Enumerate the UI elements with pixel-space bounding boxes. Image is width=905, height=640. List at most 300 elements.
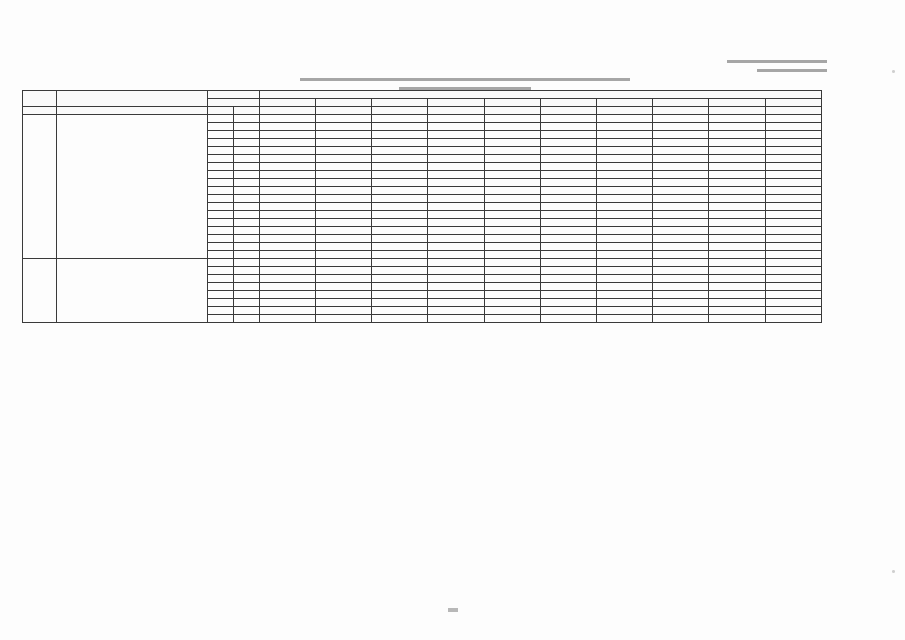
header-name — [57, 91, 208, 107]
amount-cell — [316, 267, 372, 275]
amount-cell — [597, 291, 653, 299]
amount-cell — [597, 115, 653, 123]
amount-cell — [428, 211, 484, 219]
amount-cell — [259, 251, 315, 259]
amount-cell — [653, 203, 709, 211]
header-column-number — [233, 107, 259, 115]
amount-cell — [597, 131, 653, 139]
header-year — [653, 99, 709, 107]
header-code-group — [207, 91, 259, 99]
amount-cell — [316, 307, 372, 315]
row-label — [207, 251, 233, 259]
punch-hole — [892, 570, 895, 573]
amount-cell — [709, 131, 765, 139]
header-year — [259, 99, 315, 107]
row-label — [207, 163, 233, 171]
amount-cell — [259, 187, 315, 195]
amount-cell — [316, 291, 372, 299]
header-column-number — [653, 107, 709, 115]
amount-cell — [540, 179, 596, 187]
amount-cell — [484, 147, 540, 155]
row-code — [233, 171, 259, 179]
amount-cell — [259, 171, 315, 179]
amount-cell — [653, 171, 709, 179]
header-column-number — [23, 107, 57, 115]
amount-cell — [259, 155, 315, 163]
amount-cell — [709, 315, 765, 323]
amount-cell — [316, 235, 372, 243]
amount-cell — [540, 291, 596, 299]
row-label — [207, 147, 233, 155]
amount-cell — [428, 115, 484, 123]
amount-cell — [709, 195, 765, 203]
amount-cell — [316, 219, 372, 227]
amount-cell — [428, 139, 484, 147]
row-code — [233, 267, 259, 275]
annex-line — [757, 69, 827, 72]
row-label — [207, 139, 233, 147]
amount-cell — [316, 211, 372, 219]
amount-cell — [428, 147, 484, 155]
amount-cell — [597, 187, 653, 195]
amount-cell — [709, 275, 765, 283]
header-amounts-group — [259, 91, 821, 99]
header-column-number — [316, 107, 372, 115]
amount-cell — [709, 219, 765, 227]
amount-cell — [259, 195, 315, 203]
row-label — [207, 267, 233, 275]
amount-cell — [484, 131, 540, 139]
amount-cell — [765, 123, 821, 131]
amount-cell — [765, 227, 821, 235]
amount-cell — [709, 259, 765, 267]
amount-cell — [372, 203, 428, 211]
row-label — [207, 275, 233, 283]
row-code — [233, 131, 259, 139]
amount-cell — [259, 291, 315, 299]
amount-cell — [765, 243, 821, 251]
amount-cell — [597, 163, 653, 171]
amount-cell — [372, 243, 428, 251]
row-label — [207, 179, 233, 187]
amount-cell — [597, 147, 653, 155]
amount-cell — [372, 155, 428, 163]
row-code — [233, 243, 259, 251]
amount-cell — [484, 187, 540, 195]
amount-cell — [765, 307, 821, 315]
amount-cell — [259, 267, 315, 275]
amount-cell — [259, 283, 315, 291]
amount-cell — [428, 275, 484, 283]
row-code — [233, 163, 259, 171]
amount-cell — [484, 235, 540, 243]
amount-cell — [484, 163, 540, 171]
amount-cell — [428, 307, 484, 315]
amount-cell — [765, 267, 821, 275]
amount-cell — [428, 283, 484, 291]
amount-cell — [709, 155, 765, 163]
amount-cell — [709, 235, 765, 243]
amount-cell — [259, 307, 315, 315]
amount-cell — [428, 219, 484, 227]
amount-cell — [709, 139, 765, 147]
amount-cell — [372, 275, 428, 283]
amount-cell — [484, 267, 540, 275]
amount-cell — [597, 155, 653, 163]
amount-cell — [372, 299, 428, 307]
amount-cell — [484, 171, 540, 179]
amount-cell — [765, 275, 821, 283]
amount-cell — [653, 291, 709, 299]
amount-cell — [316, 251, 372, 259]
amount-cell — [372, 171, 428, 179]
amount-cell — [316, 203, 372, 211]
row-code — [233, 155, 259, 163]
amount-cell — [540, 115, 596, 123]
amount-cell — [484, 291, 540, 299]
row-code — [233, 139, 259, 147]
row-code — [233, 211, 259, 219]
amount-cell — [540, 171, 596, 179]
row-label — [207, 307, 233, 315]
amount-cell — [259, 219, 315, 227]
amount-cell — [316, 243, 372, 251]
amount-cell — [316, 259, 372, 267]
row-code — [233, 179, 259, 187]
header-code — [207, 99, 259, 107]
amount-cell — [540, 163, 596, 171]
header-column-number — [372, 107, 428, 115]
amount-cell — [540, 251, 596, 259]
amount-cell — [597, 267, 653, 275]
amount-cell — [597, 243, 653, 251]
row-code — [233, 259, 259, 267]
amount-cell — [709, 227, 765, 235]
row-label — [207, 123, 233, 131]
row-code — [233, 275, 259, 283]
amount-cell — [316, 275, 372, 283]
amount-cell — [765, 235, 821, 243]
row-code — [233, 251, 259, 259]
amount-cell — [540, 307, 596, 315]
row-code — [233, 291, 259, 299]
amount-cell — [428, 259, 484, 267]
amount-cell — [765, 187, 821, 195]
amount-cell — [540, 187, 596, 195]
row-label — [207, 187, 233, 195]
block-index — [23, 115, 57, 259]
amount-cell — [653, 115, 709, 123]
amount-cell — [653, 267, 709, 275]
amount-cell — [372, 179, 428, 187]
row-label — [207, 243, 233, 251]
amount-cell — [259, 131, 315, 139]
amount-cell — [259, 227, 315, 235]
row-code — [233, 307, 259, 315]
amount-cell — [709, 283, 765, 291]
header-index — [23, 91, 57, 107]
amount-cell — [709, 187, 765, 195]
amount-cell — [428, 227, 484, 235]
row-label — [207, 291, 233, 299]
amount-cell — [765, 171, 821, 179]
amount-cell — [597, 235, 653, 243]
amount-cell — [372, 307, 428, 315]
amount-cell — [597, 171, 653, 179]
amount-cell — [372, 195, 428, 203]
amount-cell — [484, 283, 540, 291]
amount-cell — [540, 275, 596, 283]
amount-cell — [259, 139, 315, 147]
amount-cell — [765, 211, 821, 219]
row-code — [233, 219, 259, 227]
amount-cell — [709, 179, 765, 187]
amount-cell — [653, 211, 709, 219]
amount-cell — [540, 243, 596, 251]
amount-cell — [653, 251, 709, 259]
amount-cell — [540, 131, 596, 139]
amount-cell — [765, 131, 821, 139]
amount-cell — [372, 147, 428, 155]
amount-cell — [653, 155, 709, 163]
amount-cell — [709, 299, 765, 307]
header-column-number — [484, 107, 540, 115]
header-column-number — [709, 107, 765, 115]
amount-cell — [597, 283, 653, 291]
amount-cell — [428, 315, 484, 323]
amount-cell — [484, 243, 540, 251]
amount-cell — [316, 195, 372, 203]
amount-cell — [259, 115, 315, 123]
amount-cell — [540, 227, 596, 235]
row-label — [207, 299, 233, 307]
amount-cell — [428, 203, 484, 211]
amount-cell — [316, 171, 372, 179]
amount-cell — [316, 299, 372, 307]
amount-cell — [372, 227, 428, 235]
amount-cell — [484, 259, 540, 267]
title-line — [300, 78, 630, 81]
amount-cell — [484, 315, 540, 323]
amount-cell — [653, 139, 709, 147]
amount-cell — [540, 219, 596, 227]
amount-cell — [709, 171, 765, 179]
amount-cell — [653, 123, 709, 131]
amount-cell — [765, 299, 821, 307]
header-year — [597, 99, 653, 107]
amount-cell — [709, 147, 765, 155]
amount-cell — [372, 131, 428, 139]
amount-cell — [372, 139, 428, 147]
amount-cell — [597, 211, 653, 219]
amount-cell — [316, 123, 372, 131]
row-code — [233, 203, 259, 211]
amount-cell — [540, 203, 596, 211]
header-column-number — [57, 107, 208, 115]
row-code — [233, 299, 259, 307]
amount-cell — [597, 123, 653, 131]
amount-cell — [372, 115, 428, 123]
amount-cell — [597, 251, 653, 259]
amount-cell — [765, 283, 821, 291]
amount-cell — [653, 275, 709, 283]
amount-cell — [653, 131, 709, 139]
amount-cell — [540, 123, 596, 131]
row-code — [233, 283, 259, 291]
header-year — [372, 99, 428, 107]
amount-cell — [316, 115, 372, 123]
header-year — [316, 99, 372, 107]
row-label — [207, 227, 233, 235]
amount-cell — [765, 219, 821, 227]
amount-cell — [484, 251, 540, 259]
amount-cell — [709, 203, 765, 211]
amount-cell — [428, 171, 484, 179]
header-year — [484, 99, 540, 107]
amount-cell — [709, 211, 765, 219]
financing-table — [22, 90, 822, 323]
row-code — [233, 227, 259, 235]
amount-cell — [428, 179, 484, 187]
annex-note — [727, 60, 827, 78]
amount-cell — [653, 307, 709, 315]
amount-cell — [540, 259, 596, 267]
amount-cell — [372, 219, 428, 227]
amount-cell — [372, 267, 428, 275]
amount-cell — [653, 235, 709, 243]
amount-cell — [428, 243, 484, 251]
row-label — [207, 131, 233, 139]
amount-cell — [597, 203, 653, 211]
amount-cell — [709, 307, 765, 315]
amount-cell — [428, 291, 484, 299]
block-name — [57, 115, 208, 259]
amount-cell — [316, 163, 372, 171]
block-name — [57, 259, 208, 323]
amount-cell — [765, 291, 821, 299]
amount-cell — [653, 179, 709, 187]
row-label — [207, 259, 233, 267]
amount-cell — [484, 179, 540, 187]
amount-cell — [765, 155, 821, 163]
amount-cell — [372, 291, 428, 299]
amount-cell — [709, 163, 765, 171]
amount-cell — [259, 235, 315, 243]
amount-cell — [765, 203, 821, 211]
amount-cell — [372, 123, 428, 131]
amount-cell — [316, 227, 372, 235]
row-label — [207, 115, 233, 123]
header-year — [540, 99, 596, 107]
amount-cell — [484, 307, 540, 315]
row-label — [207, 203, 233, 211]
amount-cell — [372, 211, 428, 219]
table-row — [23, 115, 822, 123]
row-code — [233, 115, 259, 123]
amount-cell — [765, 163, 821, 171]
row-code — [233, 187, 259, 195]
amount-cell — [484, 155, 540, 163]
amount-cell — [597, 315, 653, 323]
amount-cell — [484, 115, 540, 123]
annex-line — [727, 60, 827, 63]
amount-cell — [709, 123, 765, 131]
amount-cell — [597, 275, 653, 283]
amount-cell — [259, 123, 315, 131]
amount-cell — [765, 195, 821, 203]
header-column-number — [259, 107, 315, 115]
amount-cell — [484, 275, 540, 283]
amount-cell — [653, 163, 709, 171]
amount-cell — [653, 187, 709, 195]
amount-cell — [765, 115, 821, 123]
amount-cell — [428, 251, 484, 259]
amount-cell — [484, 227, 540, 235]
row-label — [207, 211, 233, 219]
amount-cell — [428, 299, 484, 307]
amount-cell — [653, 219, 709, 227]
amount-cell — [653, 283, 709, 291]
amount-cell — [540, 235, 596, 243]
amount-cell — [316, 179, 372, 187]
amount-cell — [259, 275, 315, 283]
amount-cell — [372, 163, 428, 171]
header-column-number — [428, 107, 484, 115]
amount-cell — [653, 299, 709, 307]
page-number — [448, 608, 458, 612]
amount-cell — [709, 267, 765, 275]
amount-cell — [484, 211, 540, 219]
amount-cell — [484, 203, 540, 211]
amount-cell — [259, 163, 315, 171]
amount-cell — [484, 139, 540, 147]
amount-cell — [709, 291, 765, 299]
amount-cell — [597, 299, 653, 307]
row-label — [207, 171, 233, 179]
amount-cell — [765, 251, 821, 259]
amount-cell — [653, 147, 709, 155]
amount-cell — [428, 131, 484, 139]
amount-cell — [765, 139, 821, 147]
amount-cell — [316, 155, 372, 163]
amount-cell — [259, 179, 315, 187]
amount-cell — [259, 211, 315, 219]
header-column-number — [540, 107, 596, 115]
header-column-number — [765, 107, 821, 115]
amount-cell — [765, 315, 821, 323]
row-code — [233, 195, 259, 203]
amount-cell — [316, 131, 372, 139]
amount-cell — [540, 139, 596, 147]
row-code — [233, 147, 259, 155]
amount-cell — [316, 139, 372, 147]
amount-cell — [709, 115, 765, 123]
amount-cell — [540, 283, 596, 291]
amount-cell — [540, 315, 596, 323]
amount-cell — [428, 267, 484, 275]
amount-cell — [372, 235, 428, 243]
amount-cell — [372, 259, 428, 267]
amount-cell — [259, 259, 315, 267]
amount-cell — [259, 299, 315, 307]
row-label — [207, 195, 233, 203]
amount-cell — [597, 219, 653, 227]
amount-cell — [484, 123, 540, 131]
amount-cell — [540, 155, 596, 163]
amount-cell — [428, 163, 484, 171]
amount-cell — [428, 123, 484, 131]
row-code — [233, 315, 259, 323]
